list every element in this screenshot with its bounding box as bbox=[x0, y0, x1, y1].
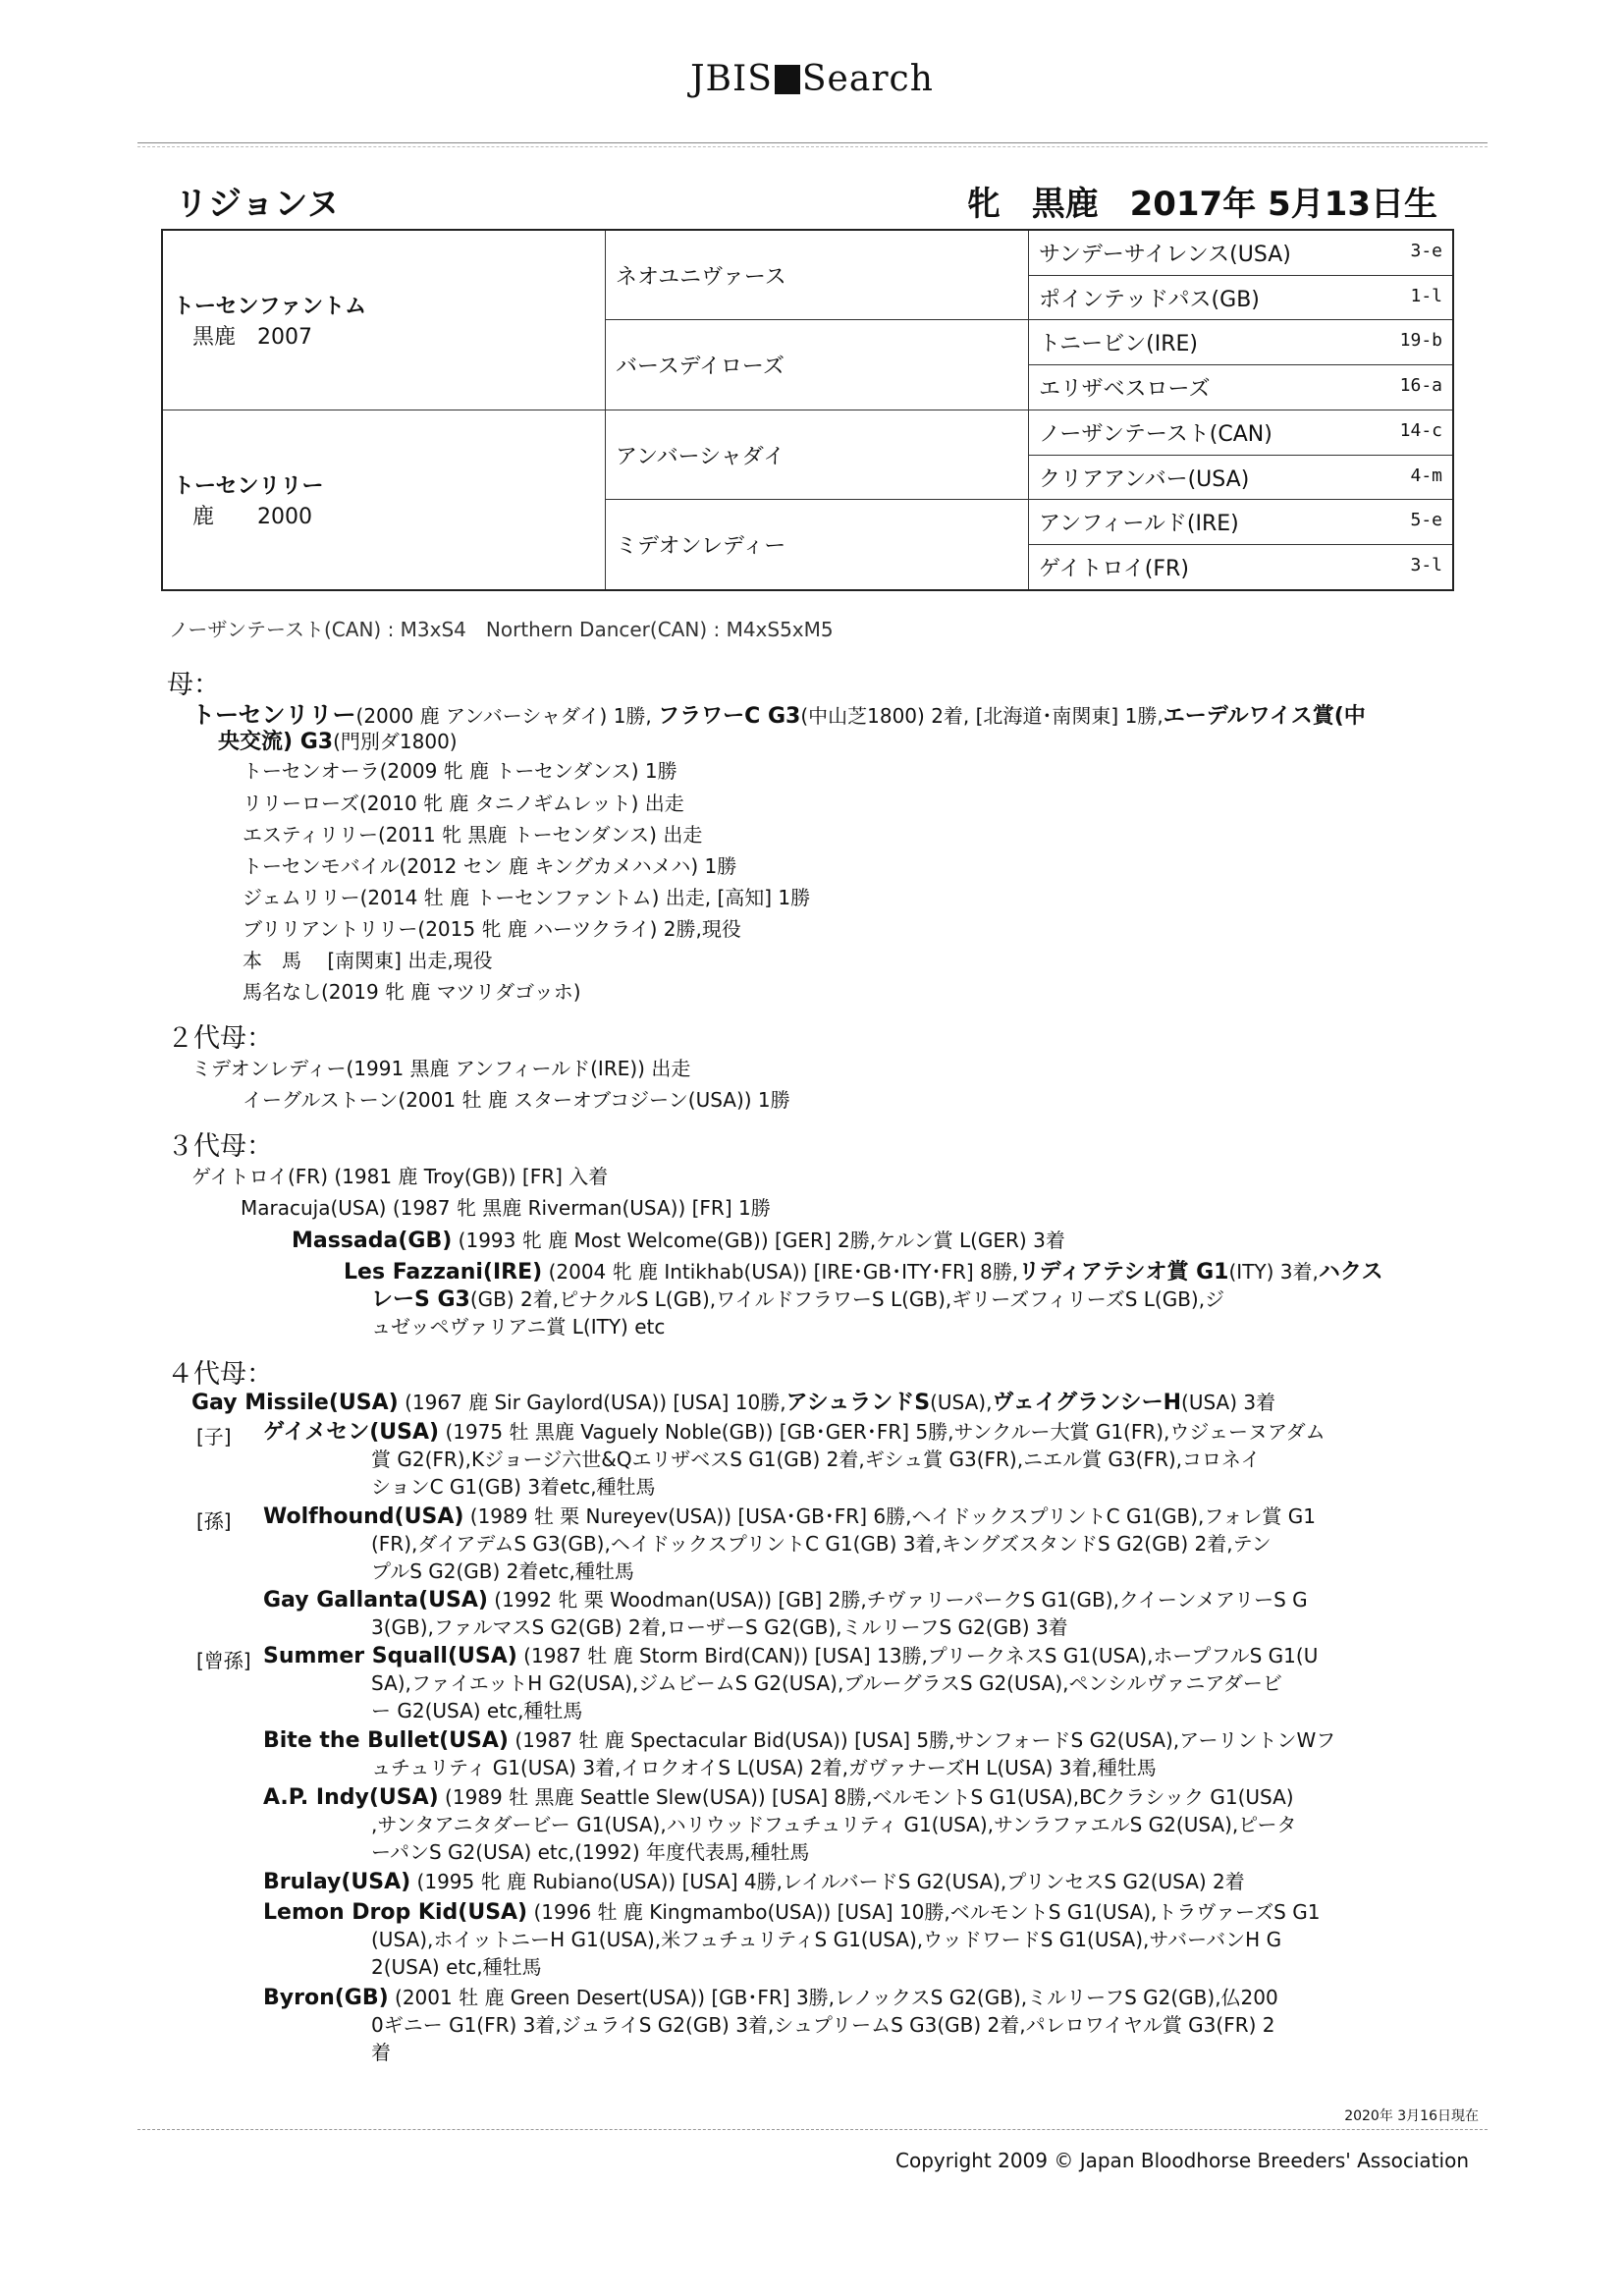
g3-great-foal-line2 bbox=[371, 1285, 1224, 1315]
horse-name-bold: Massada(GB) bbox=[292, 1229, 453, 1253]
g3-entry: ゲイトロイ(FR) (1981 鹿 Troy(GB)) [FR] 入着 bbox=[191, 1165, 609, 1188]
section-4th-dam: ４代母： bbox=[167, 1359, 273, 1390]
entry-text: (1987 牡 鹿 Storm Bird(CAN)) [USA] 13勝,プリークネスS G1(USA),ホープフルS G1(U bbox=[523, 1644, 1319, 1667]
g3-foal: Maracuja(USA) (1987 牝 黒鹿 Riverman(USA)) [FR] 1勝 bbox=[241, 1196, 771, 1220]
ancestor-cell[interactable] bbox=[1029, 275, 1454, 320]
g4-e8-line2: (USA),ホイットニーH G1(USA),米フュチュリティS G1(USA),ウッドワードS G1(USA),サバーバンH G bbox=[371, 1928, 1282, 1951]
dam-info: 鹿 2000 bbox=[192, 504, 312, 529]
grandsire-cell[interactable]: ネオユニヴァース bbox=[606, 230, 1029, 320]
g4-e3-line2: 3(GB),ファルマスS G2(GB) 2着,ローザーS G2(GB),ミルリーフS G2(GB) 3着 bbox=[371, 1615, 1068, 1639]
dam-foal: ブリリアントリリー(2015 牝 鹿 ハーツクライ) 2勝,現役 bbox=[243, 917, 741, 941]
sire-name: トーセンファントム bbox=[173, 294, 367, 319]
jbis-logo bbox=[0, 59, 1624, 99]
dam-foal: リリーローズ(2010 牝 鹿 タニノギムレット) 出走 bbox=[243, 792, 684, 815]
ancestor-cell[interactable] bbox=[1029, 410, 1454, 455]
family-number: 3-e bbox=[1410, 241, 1442, 261]
g4-e6-line1 bbox=[263, 1782, 1294, 1813]
ancestor-name: ポインテッドパス(GB) bbox=[1039, 287, 1260, 312]
horse-name-bold: Les Fazzani(IRE) bbox=[344, 1260, 543, 1285]
ancestor-name: エリザベスローズ bbox=[1039, 377, 1211, 403]
entry-text: (1967 鹿 Sir Gaylord(USA)) [USA] 10勝, bbox=[405, 1391, 786, 1414]
dam-foal: ジェムリリー(2014 牡 鹿 トーセンファントム) 出走, [高知] 1勝 bbox=[243, 886, 811, 909]
race-bold: ハクス bbox=[1318, 1260, 1383, 1285]
race-bold: リディアテシオ賞 G1 bbox=[1018, 1260, 1229, 1285]
entry-text: (USA) 3着 bbox=[1181, 1391, 1276, 1414]
tag-great-grandchild: [曾孫] bbox=[196, 1649, 251, 1672]
dam-entry-text: (中山芝1800) 2着, [北海道･南関東] 1勝, bbox=[800, 704, 1164, 728]
as-of-date: 2020年 3月16日現在 bbox=[1344, 2108, 1479, 2124]
g4-e1-line2: 賞 G2(FR),Kジョージ六世&QエリザベスS G1(GB) 2着,ギシュ賞 G3(FR),ニエル賞 G3(FR),コロネイ bbox=[371, 1448, 1261, 1471]
g4-e4-line1 bbox=[263, 1641, 1318, 1671]
dam-foal: エスティリリー(2011 牝 黒鹿 トーセンダンス) 出走 bbox=[243, 823, 703, 847]
family-number: 4-m bbox=[1410, 465, 1442, 486]
horse-name-bold: A.P. Indy(USA) bbox=[263, 1785, 439, 1810]
horse-color: 黒鹿 bbox=[1031, 185, 1099, 224]
horse-name-bold: Gay Missile(USA) bbox=[191, 1391, 399, 1415]
ancestor-name: トニービン(IRE) bbox=[1039, 332, 1198, 357]
dam-name: トーセンリリー bbox=[173, 473, 324, 499]
g4-e4-line2: SA),ファイエットH G2(USA),ジムビームS G2(USA),ブルーグラスS G2(USA),ペンシルヴァニアダービ bbox=[371, 1671, 1282, 1695]
logo-text: JBIS bbox=[690, 59, 773, 99]
g4-e2-line1 bbox=[263, 1502, 1316, 1532]
horse-name-bold: Byron(GB) bbox=[263, 1986, 389, 2010]
ancestor-cell[interactable] bbox=[1029, 500, 1454, 545]
dam-cell[interactable] bbox=[162, 410, 606, 590]
horse-name-bold: Gay Gallanta(USA) bbox=[263, 1588, 488, 1613]
g4-e3-line1 bbox=[263, 1585, 1308, 1615]
entry-text: (2001 牡 鹿 Green Desert(USA)) [GB･FR] 3勝,レノックスS G2(GB),ミルリーフS G2(GB),仏200 bbox=[395, 1986, 1278, 2009]
entry-text: (1987 牡 鹿 Spectacular Bid(USA)) [USA] 5勝,サンフォードS G2(USA),アーリントンWフ bbox=[514, 1728, 1336, 1752]
header-rule-dashed bbox=[137, 146, 1488, 147]
section-2nd-dam: ２代母： bbox=[167, 1023, 273, 1054]
entry-text: (2004 牝 鹿 Intikhab(USA)) [IRE･GB･ITY･FR] 8勝, bbox=[548, 1260, 1019, 1284]
entry-text: (1989 牡 栗 Nureyev(USA)) [USA･GB･FR] 6勝,ヘイドックスプリントC G1(GB),フォレ賞 G1 bbox=[469, 1504, 1316, 1528]
g4-e8-line3: 2(USA) etc,種牡馬 bbox=[371, 1955, 542, 1979]
dam-foal: トーセンオーラ(2009 牝 鹿 トーセンダンス) 1勝 bbox=[243, 759, 677, 783]
race-bold: ヴェイグランシーH bbox=[992, 1391, 1182, 1415]
ancestor-name: ゲイトロイ(FR) bbox=[1039, 557, 1189, 582]
section-dam: 母： bbox=[167, 670, 220, 700]
g4-e8-line1 bbox=[263, 1897, 1320, 1928]
pedigree-table bbox=[161, 229, 1454, 591]
tag-grandchild: [孫] bbox=[196, 1509, 232, 1533]
footer-rule bbox=[137, 2129, 1488, 2130]
dam-entry-race: 央交流) G3 bbox=[218, 730, 334, 754]
g3-great-foal-line1 bbox=[344, 1257, 1383, 1287]
dam-foal: トーセンモバイル(2012 セン 鹿 キングカメハメハ) 1勝 bbox=[243, 854, 737, 878]
grandsire-cell[interactable]: アンバーシャダイ bbox=[606, 410, 1029, 499]
g4-e6-line3: ーパンS G2(USA) etc,(1992) 年度代表馬,種牡馬 bbox=[371, 1840, 810, 1864]
family-number: 1-l bbox=[1410, 285, 1442, 306]
g3-grand-foal bbox=[292, 1226, 1065, 1256]
ancestor-name: アンフィールド(IRE) bbox=[1039, 512, 1239, 537]
horse-info bbox=[947, 177, 1437, 225]
family-number: 16-a bbox=[1399, 375, 1442, 397]
dam-entry-race: フラワーC G3 bbox=[658, 704, 801, 729]
g2-entry: ミデオンレディー(1991 黒鹿 アンフィールド(IRE)) 出走 bbox=[191, 1057, 691, 1080]
ancestor-name: クリアアンバー(USA) bbox=[1039, 466, 1250, 492]
g4-e6-line2: ,サンタアニタダービー G1(USA),ハリウッドフュチュリティ G1(USA),サンラファエルS G2(USA),ピータ bbox=[371, 1813, 1297, 1836]
dam-entry-text: (2000 鹿 アンバーシャダイ) 1勝, bbox=[355, 704, 659, 728]
dam-entry-race: エーデルワイス賞(中 bbox=[1163, 704, 1366, 729]
header-rule bbox=[137, 142, 1488, 143]
entry-text: (GB) 2着,ピナクルS L(GB),ワイルドフラワーS L(GB),ギリーズフィリーズS L(GB),ジ bbox=[469, 1287, 1225, 1311]
dam-entry-name: トーセンリリー bbox=[191, 701, 356, 729]
g4-e1-line3: ションC G1(GB) 3着etc,種牡馬 bbox=[371, 1475, 656, 1499]
horse-name-bold: Summer Squall(USA) bbox=[263, 1644, 517, 1668]
g4-e2-line3: プルS G2(GB) 2着etc,種牡馬 bbox=[371, 1559, 634, 1583]
g3-great-foal-line3: ュゼッペヴァリアニ賞 L(ITY) etc bbox=[371, 1315, 666, 1339]
g2-foal: イーグルストーン(2001 牡 鹿 スターオブコジーン(USA)) 1勝 bbox=[243, 1088, 790, 1112]
entry-text: (ITY) 3着, bbox=[1228, 1260, 1319, 1284]
family-number: 5-e bbox=[1410, 510, 1442, 531]
g4-e9-line1 bbox=[263, 1983, 1278, 2013]
horse-name-bold: Brulay(USA) bbox=[263, 1870, 411, 1894]
horse-name: リジョンヌ bbox=[175, 185, 340, 224]
family-number: 3-l bbox=[1410, 555, 1442, 576]
g4-entry bbox=[191, 1388, 1275, 1418]
ancestor-cell[interactable] bbox=[1029, 365, 1454, 410]
ancestor-cell[interactable] bbox=[1029, 320, 1454, 365]
sire-info: 黒鹿 2007 bbox=[192, 324, 312, 350]
copyright: Copyright 2009 © Japan Bloodhorse Breeders' Association bbox=[895, 2149, 1469, 2172]
grandsire-cell[interactable]: バースデイローズ bbox=[606, 320, 1029, 410]
g4-e4-line3: ー G2(USA) etc,種牡馬 bbox=[371, 1699, 583, 1722]
sire-cell[interactable] bbox=[162, 230, 606, 410]
family-number: 14-c bbox=[1399, 419, 1442, 441]
entry-text: (1992 牝 栗 Woodman(USA)) [GB] 2勝,チヴァリーパークS G1(GB),クイーンメアリーS G bbox=[494, 1588, 1308, 1612]
logo-text-search: Search bbox=[801, 59, 934, 99]
entry-text: (USA), bbox=[930, 1391, 993, 1414]
logo-mark-icon bbox=[775, 65, 800, 94]
g4-e5-line2: ュチュリティ G1(USA) 3着,イロクオイS L(USA) 2着,ガヴァナーズH L(USA) 3着,種牡馬 bbox=[371, 1756, 1157, 1779]
horse-name-bold: ゲイメセン(USA) bbox=[263, 1420, 440, 1445]
entry-text: (1989 牡 黒鹿 Seattle Slew(USA)) [USA] 8勝,ベルモントS G1(USA),BCクラシック G1(USA) bbox=[445, 1785, 1294, 1809]
g4-e2-line2: (FR),ダイアデムS G3(GB),ヘイドックスプリントC G1(GB) 3着,キングズスタンドS G2(GB) 2着,テン bbox=[371, 1532, 1272, 1556]
ancestor-name: ノーザンテースト(CAN) bbox=[1039, 421, 1272, 447]
entry-text: (1995 牝 鹿 Rubiano(USA)) [USA] 4勝,レイルバードS G2(USA),プリンセスS G2(USA) 2着 bbox=[416, 1870, 1245, 1893]
ancestor-name: サンデーサイレンス(USA) bbox=[1039, 242, 1291, 267]
g4-e5-line1 bbox=[263, 1725, 1335, 1756]
g4-e1-line1 bbox=[263, 1417, 1326, 1448]
dam-entry-text: (門別ダ1800) bbox=[333, 730, 458, 753]
g4-e7-line1 bbox=[263, 1867, 1245, 1897]
horse-name-bold: Wolfhound(USA) bbox=[263, 1504, 464, 1529]
horse-sex: 牝 bbox=[966, 185, 1001, 224]
dam-entry-line2 bbox=[218, 727, 458, 757]
horse-birth: 2017年 5月13日生 bbox=[1129, 185, 1437, 224]
grandsire-cell[interactable]: ミデオンレディー bbox=[606, 500, 1029, 590]
dam-foal-self: 本 馬 [南関東] 出走,現役 bbox=[243, 949, 493, 972]
g4-e9-line2: 0ギニー G1(FR) 3着,ジュライS G2(GB) 3着,シュプリームS G3(GB) 2着,パレロワイヤル賞 G3(FR) 2 bbox=[371, 2013, 1275, 2037]
ancestor-cell[interactable] bbox=[1029, 455, 1454, 500]
inbreeding-note: ノーザンテースト(CAN) : M3xS4 Northern Dancer(CAN) : M4xS5xM5 bbox=[169, 618, 834, 641]
entry-text: (1996 牡 鹿 Kingmambo(USA)) [USA] 10勝,ベルモントS G1(USA),トラヴァーズS G1 bbox=[533, 1900, 1321, 1924]
dam-foal: 馬名なし(2019 牝 鹿 マツリダゴッホ) bbox=[243, 980, 581, 1004]
g4-e9-line3: 着 bbox=[371, 2041, 391, 2064]
entry-text: (1993 牝 鹿 Most Welcome(GB)) [GER] 2勝,ケルン賞 L(GER) 3着 bbox=[458, 1229, 1065, 1252]
race-bold: レーS G3 bbox=[371, 1287, 470, 1312]
entry-text: (1975 牡 黒鹿 Vaguely Noble(GB)) [GB･GER･FR] 5勝,サンクルー大賞 G1(FR),ウジェーヌアダム bbox=[445, 1420, 1326, 1444]
horse-name-bold: Lemon Drop Kid(USA) bbox=[263, 1900, 528, 1925]
section-3rd-dam: ３代母： bbox=[167, 1131, 273, 1162]
family-number: 19-b bbox=[1399, 330, 1442, 352]
ancestor-cell[interactable] bbox=[1029, 545, 1454, 590]
horse-name-bold: Bite the Bullet(USA) bbox=[263, 1728, 509, 1753]
tag-child: [子] bbox=[196, 1425, 232, 1449]
race-bold: アシュランドS bbox=[785, 1391, 931, 1415]
ancestor-cell[interactable] bbox=[1029, 230, 1454, 275]
